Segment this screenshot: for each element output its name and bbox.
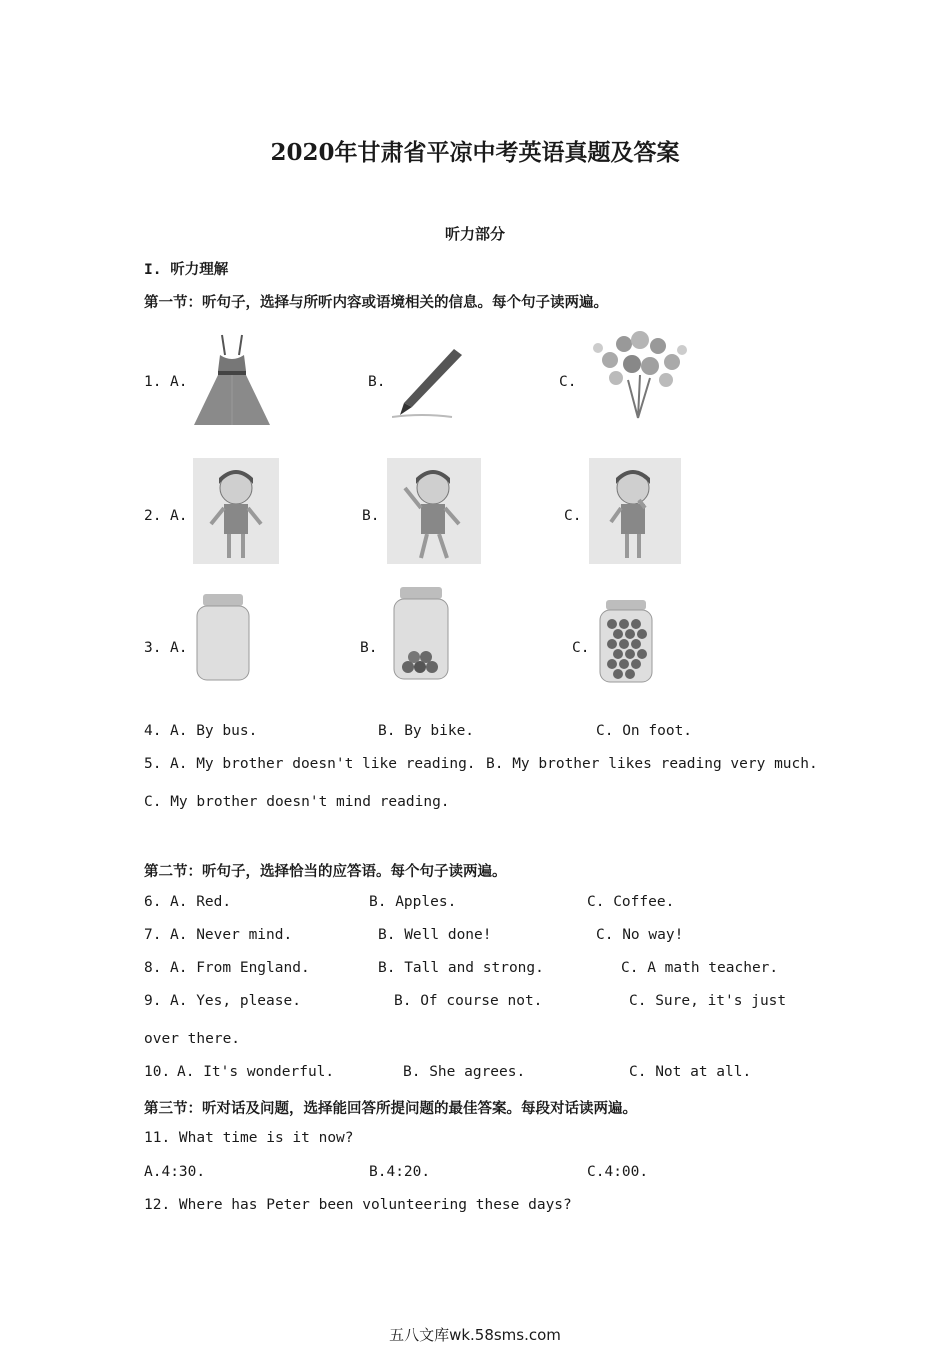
question-number: 6. [144, 894, 162, 910]
question-text: 12. Where has Peter been volunteering these days? [144, 1197, 572, 1213]
jar-full-balls-image [596, 598, 656, 684]
option-a: A. Red. [170, 894, 232, 910]
option-a: A. By bus. [170, 723, 258, 739]
option-label: A. [170, 508, 188, 524]
option-c: C. My brother doesn't mind reading. [144, 794, 450, 810]
question-number: 1. [144, 374, 162, 390]
option-a: A. It's wonderful. [177, 1064, 335, 1080]
option-c: C.4:00. [587, 1164, 649, 1180]
option-a: A. From England. [170, 960, 310, 976]
option-label: C. [572, 640, 590, 656]
question-text: 11. What time is it now? [144, 1130, 354, 1146]
option-a: A. Never mind. [170, 927, 293, 943]
document-title: 2020年甘肃省平凉中考英语真题及答案 [270, 139, 680, 166]
option-a: A.4:30. [144, 1164, 206, 1180]
option-b: B. Tall and strong. [378, 960, 544, 976]
option-c: C. A math teacher. [621, 960, 779, 976]
girl-standing-image [193, 458, 279, 564]
option-b: B. She agrees. [403, 1064, 526, 1080]
option-label: B. [368, 374, 386, 390]
option-b: B. Of course not. [394, 993, 543, 1009]
option-b: B.4:20. [369, 1164, 431, 1180]
empty-jar-image [193, 592, 253, 684]
option-c: C. Not at all. [629, 1064, 752, 1080]
question-number: 2. [144, 508, 162, 524]
pen-image [392, 345, 472, 420]
question-number: 4. [144, 723, 162, 739]
option-label: C. [559, 374, 577, 390]
option-label: A. [170, 374, 188, 390]
question-number: 3. [144, 640, 162, 656]
option-a: A. Yes, please. [170, 993, 301, 1009]
option-b: B. Apples. [369, 894, 457, 910]
option-b: B. By bike. [378, 723, 475, 739]
option-c: C. Sure, it's just [629, 993, 787, 1009]
question-number: 10. [144, 1064, 171, 1080]
section-3-heading: 第三节：听对话及问题，选择能回答所提问题的最佳答案。每段对话读两遍。 [144, 1101, 637, 1117]
option-label: B. [362, 508, 380, 524]
option-b: B. Well done! [378, 927, 492, 943]
option-b: B. My brother likes reading very much. [486, 756, 818, 772]
section-1-heading: 第一节：听句子，选择与所听内容或语境相关的信息。每个句子读两遍。 [144, 295, 608, 311]
jar-few-balls-image [386, 585, 456, 683]
question-number: 7. [144, 927, 162, 943]
option-c-continued: over there. [144, 1031, 241, 1047]
option-a: A. My brother doesn't like reading. [170, 756, 476, 772]
footer-watermark: 五八文库wk.58sms.com [389, 1326, 561, 1344]
option-c: C. Coffee. [587, 894, 675, 910]
section-2-heading: 第二节：听句子，选择恰当的应答语。每个句子读两遍。 [144, 864, 507, 880]
girl-hand-on-chin-image [589, 458, 681, 564]
question-number: 8. [144, 960, 162, 976]
part-heading: 听力部分 [444, 225, 505, 243]
option-c: C. No way! [596, 927, 684, 943]
question-number: 5. [144, 756, 162, 772]
option-c: C. On foot. [596, 723, 693, 739]
option-label: C. [564, 508, 582, 524]
question-number: 9. [144, 993, 162, 1009]
option-label: A. [170, 640, 188, 656]
section-heading-listening: I. 听力理解 [144, 262, 229, 278]
dress-image [192, 333, 272, 428]
option-label: B. [360, 640, 378, 656]
girl-waving-image [387, 458, 481, 564]
flowers-image [588, 330, 690, 420]
